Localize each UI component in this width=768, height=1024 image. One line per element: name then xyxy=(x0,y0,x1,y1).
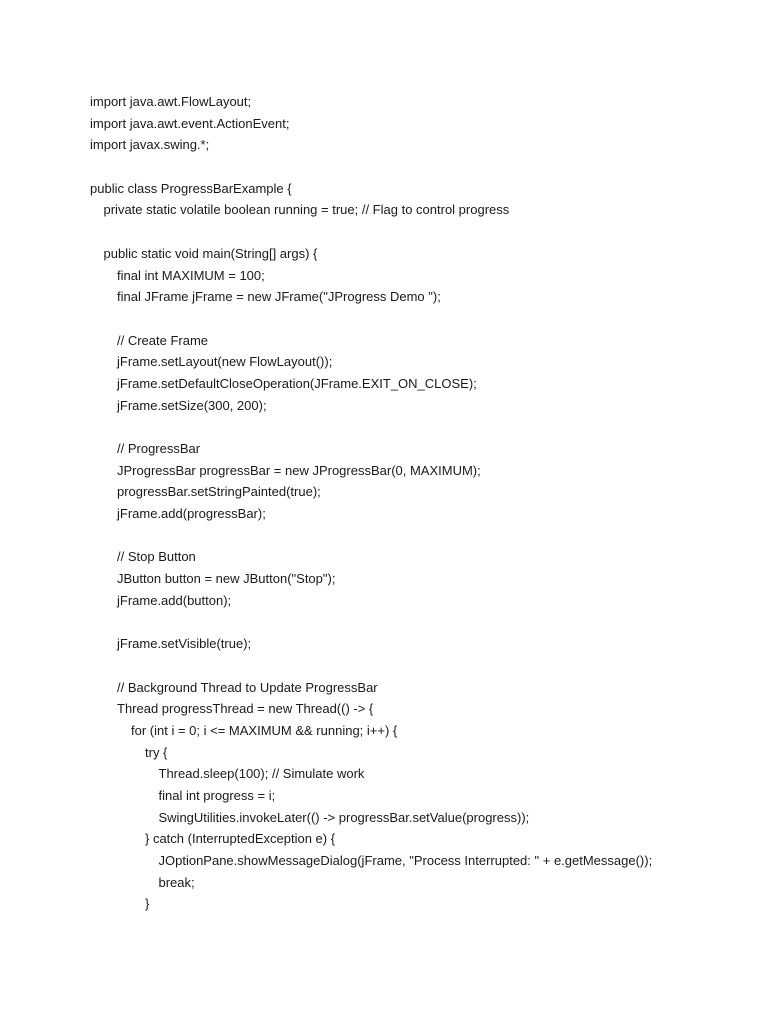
code-line: } xyxy=(145,896,150,912)
code-line: break; xyxy=(158,874,195,890)
code-line: import java.awt.event.ActionEvent; xyxy=(90,115,290,131)
code-line: // Background Thread to Update ProgressBar xyxy=(117,679,378,695)
code-line: final int MAXIMUM = 100; xyxy=(117,267,265,283)
code-line: Thread.sleep(100); // Simulate work xyxy=(158,766,365,782)
code-line: JProgressBar progressBar = new JProgressBar(0, MAXIMUM); xyxy=(117,462,481,478)
code-line: jFrame.setLayout(new FlowLayout()); xyxy=(117,354,333,370)
code-line: SwingUtilities.invokeLater(() -> progressBar.setValue(progress)); xyxy=(158,809,530,825)
code-line: jFrame.setSize(300, 200); xyxy=(117,397,267,413)
code-line: JButton button = new JButton("Stop"); xyxy=(117,571,336,587)
code-line: import javax.swing.*; xyxy=(90,137,210,153)
code-line: final JFrame jFrame = new JFrame("JProgress Demo "); xyxy=(117,289,441,305)
blank-line xyxy=(90,525,750,547)
code-line: public static void main(String[] args) { xyxy=(103,245,318,261)
code-line: progressBar.setStringPainted(true); xyxy=(117,484,321,500)
code-line: // ProgressBar xyxy=(117,441,201,456)
code-line: final int progress = i; xyxy=(158,788,276,803)
blank-line xyxy=(90,655,750,677)
code-line: } catch (InterruptedException e) { xyxy=(145,831,336,847)
code-line: Thread progressThread = new Thread(() -> { xyxy=(117,701,374,717)
code-line: private static volatile boolean running = true; // Flag to control progress xyxy=(103,202,510,218)
blank-line xyxy=(90,612,750,634)
code-listing xyxy=(90,91,750,915)
code-line: try { xyxy=(145,744,168,760)
code-line: jFrame.setDefaultCloseOperation(JFrame.EXIT_ON_CLOSE); xyxy=(117,375,477,391)
code-line: jFrame.add(progressBar); xyxy=(117,506,266,522)
code-line: // Create Frame xyxy=(117,332,209,348)
code-line: // Stop Button xyxy=(117,549,196,565)
blank-line xyxy=(90,221,750,243)
code-line: public class ProgressBarExample { xyxy=(90,180,292,196)
blank-line xyxy=(90,156,750,178)
code-line: JOptionPane.showMessageDialog(jFrame, "Process Interrupted: " + e.getMessage()); xyxy=(158,853,653,869)
code-line: jFrame.setVisible(true); xyxy=(117,636,252,652)
code-line: for (int i = 0; i <= MAXIMUM && running; i++) { xyxy=(131,722,398,738)
code-line: import java.awt.FlowLayout; xyxy=(90,94,252,109)
blank-line xyxy=(90,308,750,330)
code-line: jFrame.add(button); xyxy=(117,592,232,608)
blank-line xyxy=(90,416,750,438)
